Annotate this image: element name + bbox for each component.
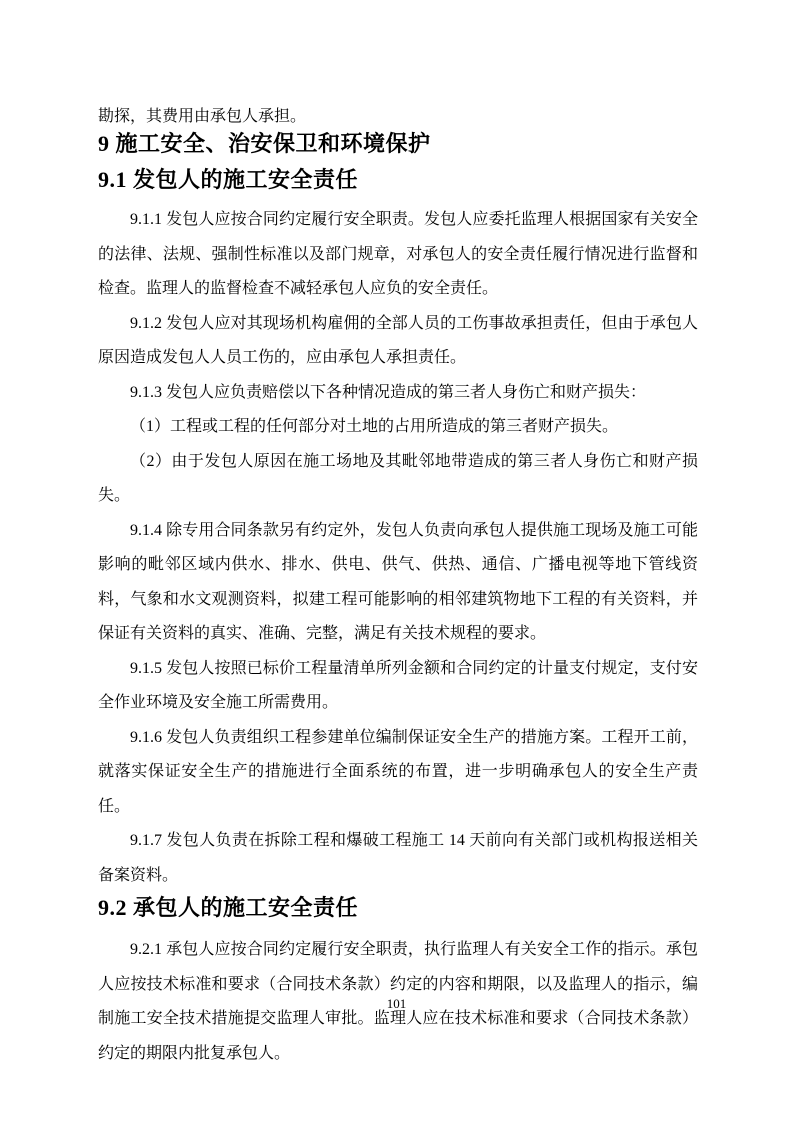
paragraph-9-1-2: 9.1.2 发包人应对其现场机构雇佣的全部人员的工伤事故承担责任，但由于承包人原因造成发包人人员工伤的，应由承包人承担责任。 — [98, 314, 698, 366]
carryover-paragraph: 勘探，其费用由承包人承担。 — [98, 108, 307, 125]
chapter-9-heading: 9 施工安全、治安保卫和环境保护 — [98, 131, 431, 156]
list-item-2: （2）由于发包人原因在施工场地及其毗邻地带造成的第三者人身伤亡和财产损失。 — [98, 452, 698, 504]
paragraph-9-1-1: 9.1.1 发包人应按合同约定履行安全职责。发包人应委托监理人根据国家有关安全的法律、法规、强制性标准以及部门规章，对承包人的安全责任履行情况进行监督和检查。监理人的监督检查不减轻承包人应负的安全责任。 — [98, 211, 698, 297]
paragraph-9-1-3: 9.1.3 发包人应负责赔偿以下各种情况造成的第三者人身伤亡和财产损失： — [130, 383, 647, 401]
page-number: 101 — [386, 996, 407, 1011]
paragraph-9-2-1: 9.2.1 承包人应按合同约定履行安全职责，执行监理人有关安全工作的指示。承包人应按技术标准和要求（合同技术条款）约定的内容和期限，以及监理人的指示，编制施工安全技术措施提交监理人审批。监理人应在技术标准和要求（合同技术条款）约定的期限内批复承包人。 — [98, 941, 698, 1062]
paragraph-9-1-5: 9.1.5 发包人按照已标价工程量清单所列金额和合同约定的计量支付规定，支付安全作业环境及安全施工所需费用。 — [98, 659, 698, 711]
section-9-1-heading: 9.1 发包人的施工安全责任 — [98, 167, 359, 192]
paragraph-9-1-7: 9.1.7 发包人负责在拆除工程和爆破工程施工 14 天前向有关部门或机构报送相关备案资料。 — [98, 832, 698, 884]
document-content — [98, 0, 698, 1071]
paragraph-9-1-4: 9.1.4 除专用合同条款另有约定外，发包人负责向承包人提供施工现场及施工可能影响的毗邻区域内供水、排水、供电、供气、供热、通信、广播电视等地下管线资料，气象和水文观测资料，拟建工程可能影响的相邻建筑物地下工程的有关资料，并保证有关资料的真实、准确、完整，满足有关技术规程的要求。 — [98, 521, 698, 642]
paragraph-9-1-6: 9.1.6 发包人负责组织工程参建单位编制保证安全生产的措施方案。工程开工前，就落实保证安全生产的措施进行全面系统的布置，进一步明确承包人的安全生产责任。 — [98, 728, 698, 815]
list-item-1: （1）工程或工程的任何部分对土地的占用所造成的第三者财产损失。 — [130, 418, 619, 435]
section-9-2-heading: 9.2 承包人的施工安全责任 — [98, 895, 359, 920]
